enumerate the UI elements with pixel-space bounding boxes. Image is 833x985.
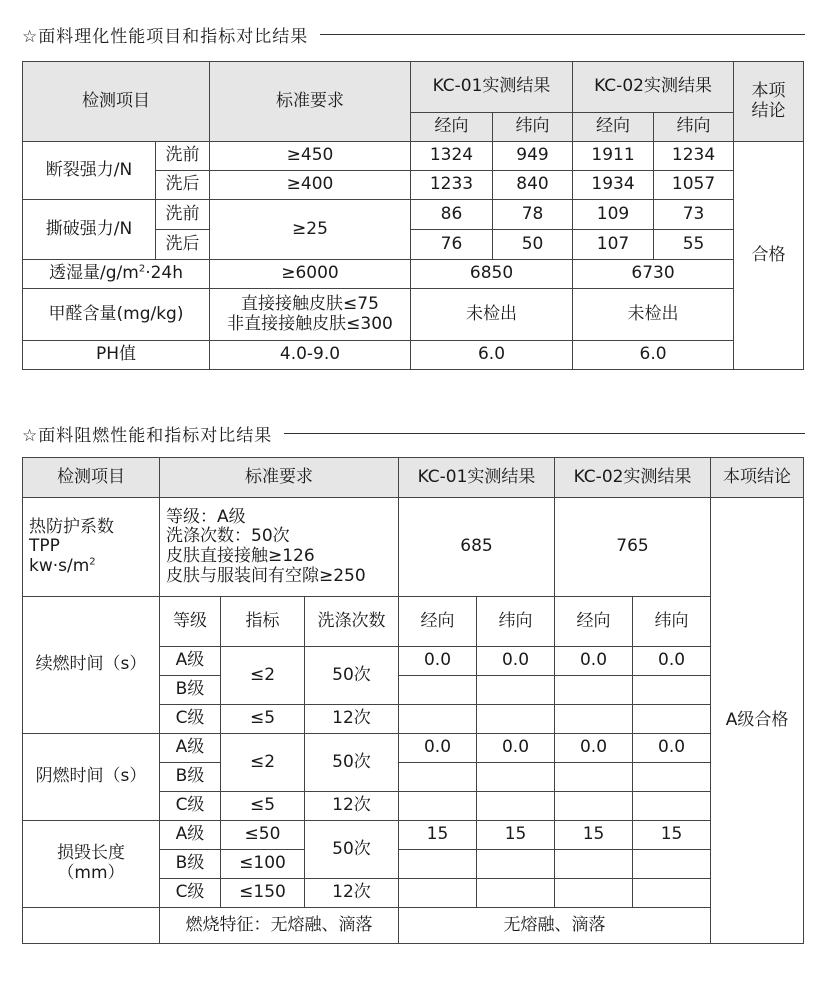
formaldehyde-kc02: 未检出	[573, 289, 734, 341]
cell: 15	[399, 821, 477, 850]
break-req-after: ≥400	[210, 171, 411, 200]
damage-length-line2: （mm）	[57, 863, 125, 883]
damage-b-index: ≤100	[221, 850, 305, 879]
formaldehyde-label: 甲醛含量(mg/kg)	[23, 289, 210, 341]
section-title-2-text: ☆面料阻燃性能和指标对比结果	[22, 426, 273, 446]
tpp-unit: kw·s/m	[29, 555, 90, 576]
afterflame-ab-wash: 50次	[305, 647, 399, 705]
cell	[477, 676, 555, 705]
damage-length-line1: 损毁长度	[57, 843, 125, 864]
conclusion-pass: 合格	[734, 142, 804, 370]
header-weft-kc02: 纬向	[654, 113, 734, 142]
afterflame-c-wash: 12次	[305, 705, 399, 734]
cell: 1057	[654, 171, 734, 200]
afterflame-c-index: ≤5	[221, 705, 305, 734]
conclusion-a-pass: A级合格	[711, 498, 804, 944]
cell	[23, 908, 160, 944]
cell	[477, 879, 555, 908]
cell	[555, 763, 633, 792]
header-item: 检测项目	[23, 62, 210, 142]
header-kc02: KC-02实测结果	[555, 458, 711, 498]
sub-header-weft: 纬向	[477, 597, 555, 647]
grade-c: C级	[160, 792, 221, 821]
after-wash-label: 洗后	[156, 230, 210, 260]
cell: 0.0	[399, 647, 477, 676]
moisture-kc02: 6730	[573, 260, 734, 289]
cell	[633, 792, 711, 821]
cell: 78	[493, 200, 573, 230]
afterglow-c-index: ≤5	[221, 792, 305, 821]
cell: 15	[555, 821, 633, 850]
sub-header-warp: 经向	[399, 597, 477, 647]
sub-header-wash: 洗涤次数	[305, 597, 399, 647]
cell	[477, 705, 555, 734]
ph-kc02: 6.0	[573, 341, 734, 370]
afterflame-label: 续燃时间（s）	[23, 597, 160, 734]
cell	[477, 792, 555, 821]
flame-table	[22, 457, 804, 944]
cell: 76	[411, 230, 493, 260]
header-conclusion: 本项 结论	[734, 62, 804, 142]
cell	[555, 850, 633, 879]
formaldehyde-req-line2: 非直接接触皮肤≤300	[227, 313, 393, 334]
cell: 0.0	[633, 734, 711, 763]
cell	[399, 850, 477, 879]
cell: 1233	[411, 171, 493, 200]
cell: 0.0	[633, 647, 711, 676]
cell: 1234	[654, 142, 734, 171]
header-weft-kc01: 纬向	[493, 113, 573, 142]
grade-c: C级	[160, 879, 221, 908]
cell: 73	[654, 200, 734, 230]
section-rule-2	[284, 433, 805, 434]
ph-label: PH值	[23, 341, 210, 370]
formaldehyde-req	[210, 289, 411, 341]
before-wash-label: 洗前	[156, 200, 210, 230]
cell: 1324	[411, 142, 493, 171]
formaldehyde-req-line1: 直接接触皮肤≤75	[241, 293, 379, 314]
header-requirement: 标准要求	[210, 62, 411, 142]
sub-header-index: 指标	[221, 597, 305, 647]
cell: 15	[477, 821, 555, 850]
cell	[555, 792, 633, 821]
tpp-kc01: 685	[399, 498, 555, 597]
header-kc01: KC-01实测结果	[399, 458, 555, 498]
moisture-req: ≥6000	[210, 260, 411, 289]
grade-a: A级	[160, 734, 221, 763]
tpp-req-line3: 皮肤直接接触≥126	[166, 546, 315, 566]
cell: 1911	[573, 142, 654, 171]
cell: 107	[573, 230, 654, 260]
burn-characteristics-req: 燃烧特征：无熔融、滴落	[160, 908, 399, 944]
cell: 1934	[573, 171, 654, 200]
section-title-1	[22, 22, 805, 47]
moisture-label-pre: 透湿量/g/m	[49, 263, 139, 284]
damage-a-index: ≤50	[221, 821, 305, 850]
grade-b: B级	[160, 850, 221, 879]
cell	[633, 850, 711, 879]
damage-c-index: ≤150	[221, 879, 305, 908]
burn-characteristics-result: 无熔融、滴落	[399, 908, 711, 944]
cell	[399, 879, 477, 908]
cell	[633, 879, 711, 908]
section-rule-1	[320, 34, 805, 35]
moisture-label-sup: 2	[138, 263, 146, 275]
cell: 0.0	[477, 647, 555, 676]
cell	[633, 676, 711, 705]
header-kc02: KC-02实测结果	[573, 62, 734, 113]
ph-kc01: 6.0	[411, 341, 573, 370]
cell: 0.0	[399, 734, 477, 763]
cell	[555, 879, 633, 908]
section-title-2	[22, 421, 805, 446]
cell: 0.0	[477, 734, 555, 763]
grade-a: A级	[160, 821, 221, 850]
tpp-label-line3	[29, 557, 159, 577]
break-strength-label: 断裂强力/N	[23, 142, 156, 200]
physchem-table	[22, 61, 804, 370]
cell: 55	[654, 230, 734, 260]
cell: 109	[573, 200, 654, 230]
before-wash-label: 洗前	[156, 142, 210, 171]
header-warp-kc01: 经向	[411, 113, 493, 142]
tear-req: ≥25	[210, 200, 411, 260]
sub-header-weft: 纬向	[633, 597, 711, 647]
damage-length-label	[23, 821, 160, 908]
cell: 0.0	[555, 734, 633, 763]
cell	[477, 850, 555, 879]
grade-a: A级	[160, 647, 221, 676]
moisture-label	[23, 260, 210, 289]
cell: 86	[411, 200, 493, 230]
cell: 949	[493, 142, 573, 171]
break-req-before: ≥450	[210, 142, 411, 171]
tpp-label	[23, 498, 160, 597]
header-kc01: KC-01实测结果	[411, 62, 573, 113]
cell	[399, 792, 477, 821]
tpp-label-line1: 热防护系数	[29, 516, 114, 537]
cell	[555, 705, 633, 734]
afterglow-label: 阴燃时间（s）	[23, 734, 160, 821]
tpp-label-line2: TPP	[29, 536, 60, 557]
cell	[399, 676, 477, 705]
header-warp-kc02: 经向	[573, 113, 654, 142]
grade-b: B级	[160, 763, 221, 792]
sub-header-warp: 经向	[555, 597, 633, 647]
cell	[633, 763, 711, 792]
tpp-req	[160, 498, 399, 597]
afterglow-c-wash: 12次	[305, 792, 399, 821]
header-conclusion: 本项结论	[711, 458, 804, 498]
tpp-unit-sup: 2	[89, 556, 96, 568]
cell: 15	[633, 821, 711, 850]
formaldehyde-kc01: 未检出	[411, 289, 573, 341]
tpp-req-line4: 皮肤与服装间有空隙≥250	[166, 565, 366, 586]
afterglow-ab-index: ≤2	[221, 734, 305, 792]
after-wash-label: 洗后	[156, 171, 210, 200]
tpp-req-line1: 等级：A级	[166, 506, 246, 527]
section-title-1-text: ☆面料理化性能项目和指标对比结果	[22, 27, 309, 47]
grade-b: B级	[160, 676, 221, 705]
cell	[399, 705, 477, 734]
cell	[555, 676, 633, 705]
cell: 50	[493, 230, 573, 260]
header-requirement: 标准要求	[160, 458, 399, 498]
ph-req: 4.0-9.0	[210, 341, 411, 370]
grade-c: C级	[160, 705, 221, 734]
moisture-label-post: ·24h	[145, 263, 183, 284]
sub-header-grade: 等级	[160, 597, 221, 647]
tpp-kc02: 765	[555, 498, 711, 597]
header-item: 检测项目	[23, 458, 160, 498]
afterflame-ab-index: ≤2	[221, 647, 305, 705]
tpp-req-line2: 洗涤次数：50次	[166, 526, 290, 547]
cell	[633, 705, 711, 734]
tear-strength-label: 撕破强力/N	[23, 200, 156, 260]
moisture-kc01: 6850	[411, 260, 573, 289]
cell	[477, 763, 555, 792]
cell: 840	[493, 171, 573, 200]
damage-c-wash: 12次	[305, 879, 399, 908]
afterglow-ab-wash: 50次	[305, 734, 399, 792]
damage-ab-wash: 50次	[305, 821, 399, 879]
cell	[399, 763, 477, 792]
cell: 0.0	[555, 647, 633, 676]
